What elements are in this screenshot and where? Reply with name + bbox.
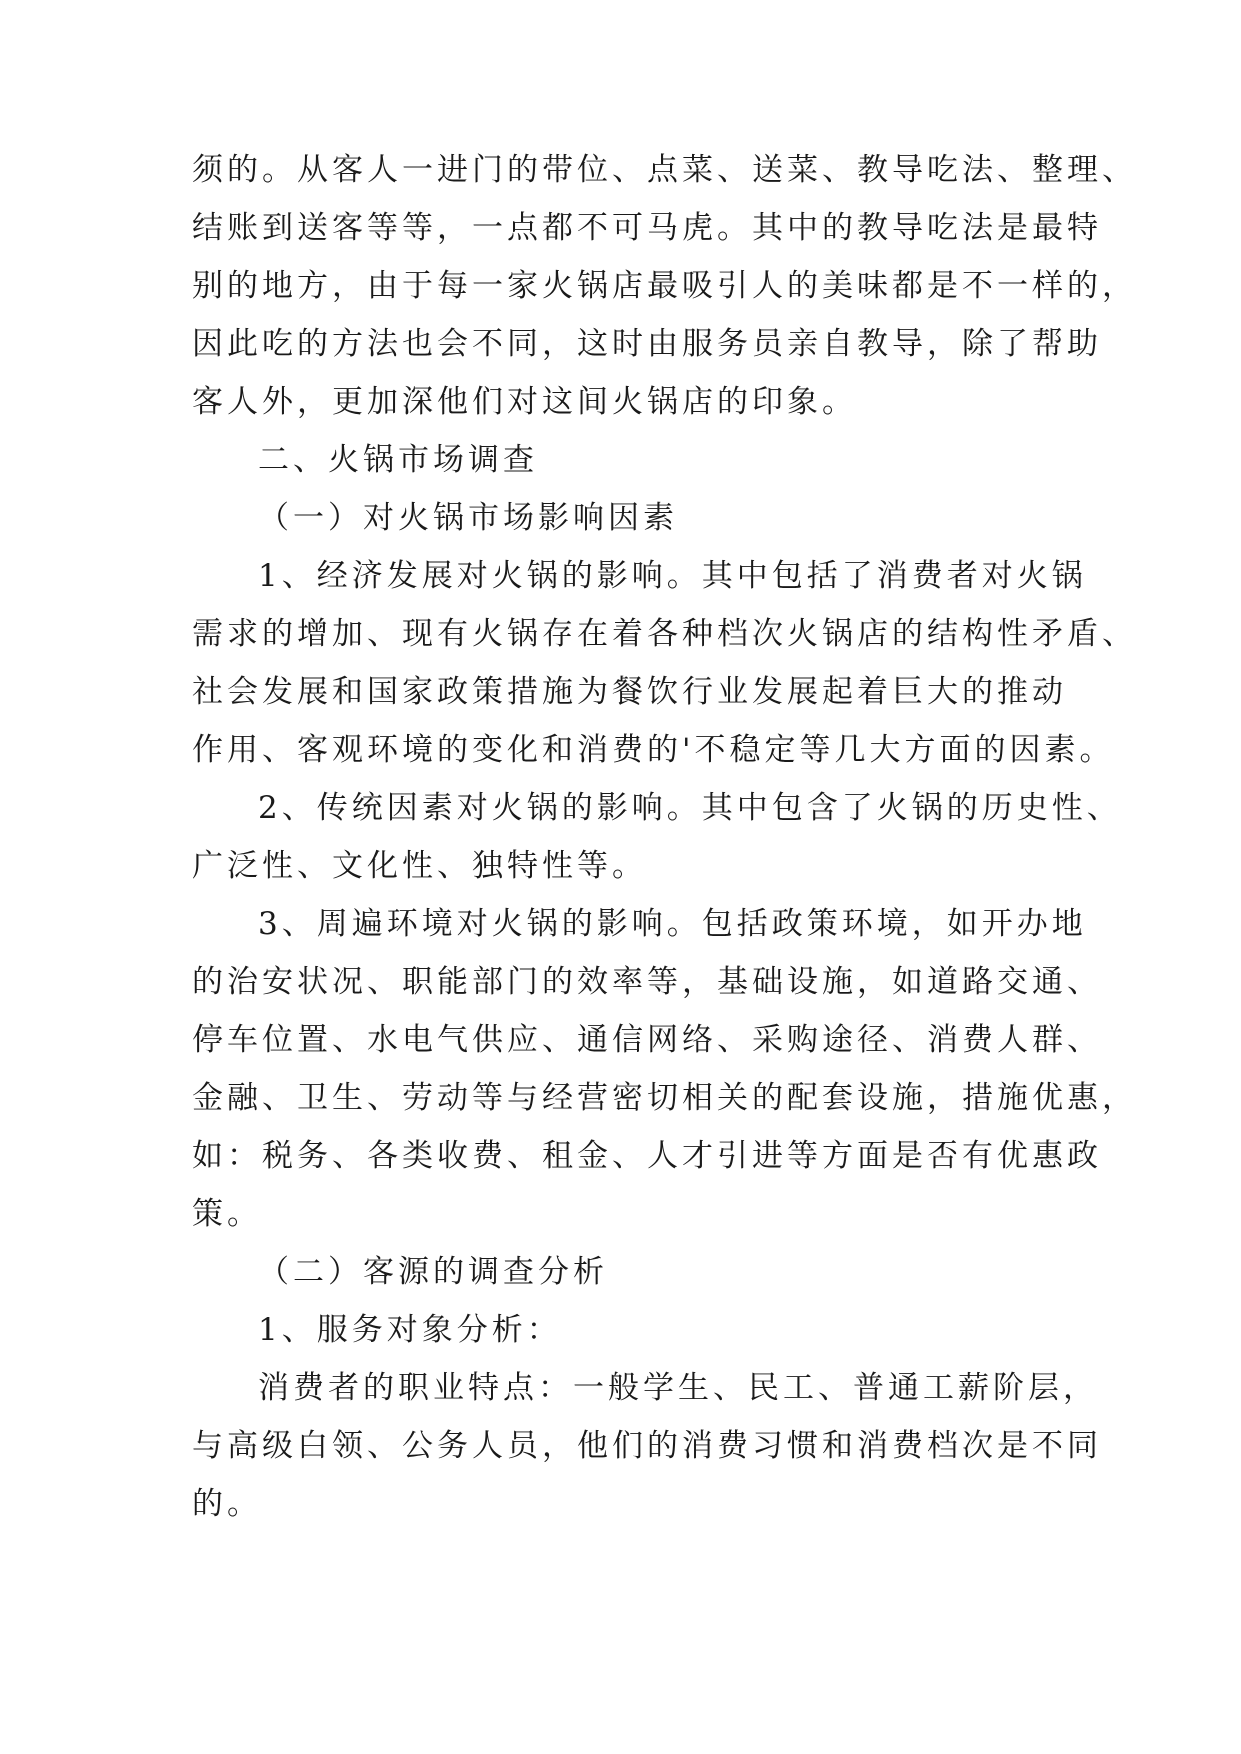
paragraph-line: 2、传统因素对火锅的影响。其中包含了火锅的历史性、 [258, 790, 1122, 826]
paragraph-line: 3、周遍环境对火锅的影响。包括政策环境，如开办地 [258, 906, 1087, 942]
subsection-heading: （一）对火锅市场影响因素 [258, 500, 678, 536]
paragraph-line: 1、经济发展对火锅的影响。其中包括了消费者对火锅 [258, 558, 1087, 594]
paragraph-line: 的。 [192, 1486, 262, 1522]
paragraph-line: 广泛性、文化性、独特性等。 [192, 848, 647, 884]
paragraph-line: 停车位置、水电气供应、通信网络、采购途径、消费人群、 [192, 1022, 1102, 1058]
paragraph-line: 策。 [192, 1196, 262, 1232]
paragraph-line: 的治安状况、职能部门的效率等，基础设施，如道路交通、 [192, 964, 1102, 1000]
paragraph-line: 别的地方，由于每一家火锅店最吸引人的美味都是不一样的， [192, 268, 1137, 304]
paragraph-line: 需求的增加、现有火锅存在着各种档次火锅店的结构性矛盾、 [192, 616, 1137, 652]
paragraph-line: 须的。从客人一进门的带位、点菜、送菜、教导吃法、整理、 [192, 152, 1137, 188]
paragraph-line: 因此吃的方法也会不同，这时由服务员亲自教导，除了帮助 [192, 326, 1102, 362]
paragraph-line: 作用、客观环境的变化和消费的'不稳定等几大方面的因素。 [192, 732, 1115, 768]
paragraph-line: 结账到送客等等，一点都不可马虎。其中的教导吃法是最特 [192, 210, 1102, 246]
paragraph-line: 1、服务对象分析： [258, 1312, 562, 1348]
section-heading: 二、火锅市场调查 [258, 442, 538, 478]
paragraph-line: 社会发展和国家政策措施为餐饮行业发展起着巨大的推动 [192, 674, 1067, 710]
paragraph-line: 客人外，更加深他们对这间火锅店的印象。 [192, 384, 857, 420]
subsection-heading: （二）客源的调查分析 [258, 1254, 608, 1290]
paragraph-line: 如：税务、各类收费、租金、人才引进等方面是否有优惠政 [192, 1138, 1102, 1174]
paragraph-line: 消费者的职业特点：一般学生、民工、普通工薪阶层， [258, 1370, 1098, 1406]
paragraph-line: 与高级白领、公务人员，他们的消费习惯和消费档次是不同 [192, 1428, 1102, 1464]
paragraph-line: 金融、卫生、劳动等与经营密切相关的配套设施，措施优惠， [192, 1080, 1137, 1116]
